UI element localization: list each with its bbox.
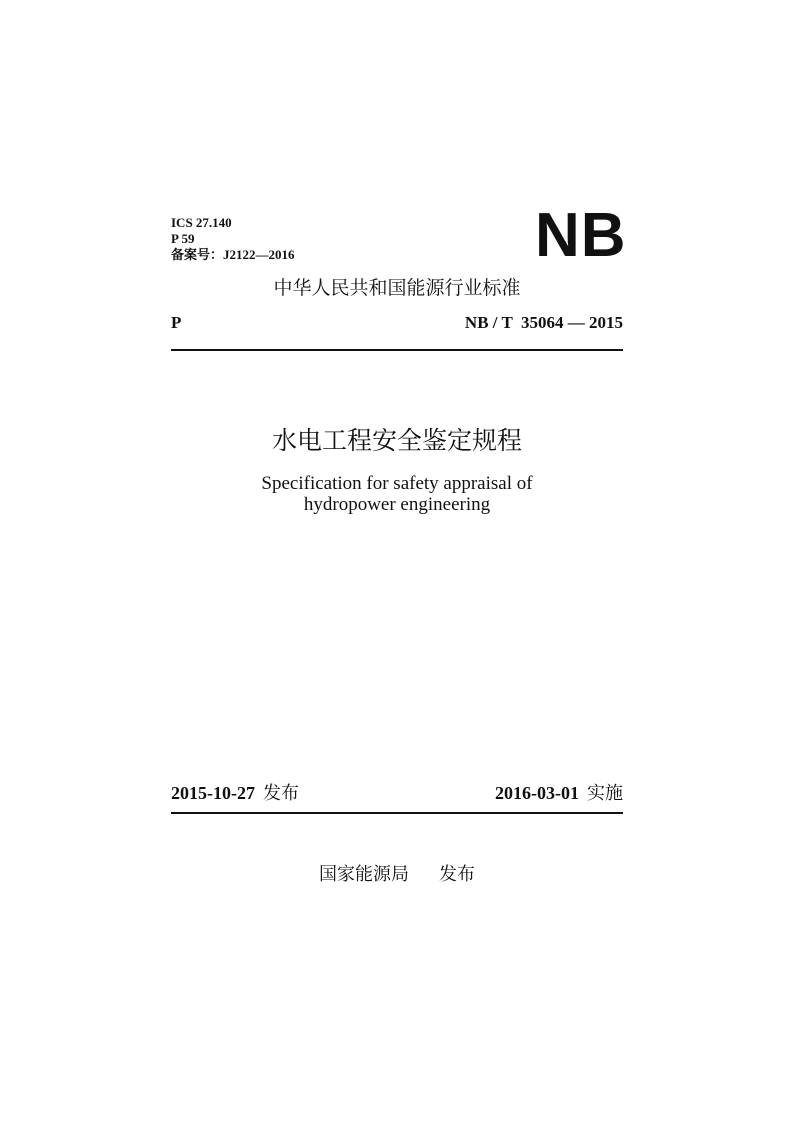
top-divider bbox=[171, 349, 623, 351]
english-title-line-1: Specification for safety appraisal of bbox=[261, 473, 533, 494]
issue-label: 发布 bbox=[263, 783, 299, 804]
classification-letter: P bbox=[171, 313, 182, 332]
document-title-english bbox=[0, 473, 794, 515]
effective-date: 2016-03-01 bbox=[495, 783, 579, 803]
record-number bbox=[171, 247, 295, 263]
record-value: J2122—2016 bbox=[223, 247, 295, 262]
effective-date-group bbox=[495, 781, 623, 806]
ics-code: ICS 27.140 bbox=[171, 215, 232, 230]
industry-standard-heading: 中华人民共和国能源行业标准 bbox=[273, 277, 521, 299]
publisher-line bbox=[0, 863, 794, 887]
standard-metadata bbox=[171, 215, 295, 263]
standard-number: NB / T 35064 — 2015 bbox=[464, 313, 623, 332]
record-label: 备案号： bbox=[171, 247, 224, 262]
issue-date: 2015-10-27 bbox=[171, 783, 255, 803]
bottom-divider bbox=[171, 812, 623, 814]
publisher-name: 国家能源局 bbox=[319, 864, 409, 885]
nb-logo: NB bbox=[535, 201, 627, 270]
classification-code: P 59 bbox=[171, 231, 195, 246]
publisher-action: 发布 bbox=[439, 864, 475, 885]
document-title-chinese: 水电工程安全鉴定规程 bbox=[271, 426, 522, 455]
dates-row bbox=[171, 781, 623, 806]
issue-date-group bbox=[171, 781, 299, 806]
effective-label: 实施 bbox=[587, 783, 623, 804]
english-title-line-2: hydropower engineering bbox=[303, 494, 491, 515]
classification-row bbox=[171, 312, 623, 334]
